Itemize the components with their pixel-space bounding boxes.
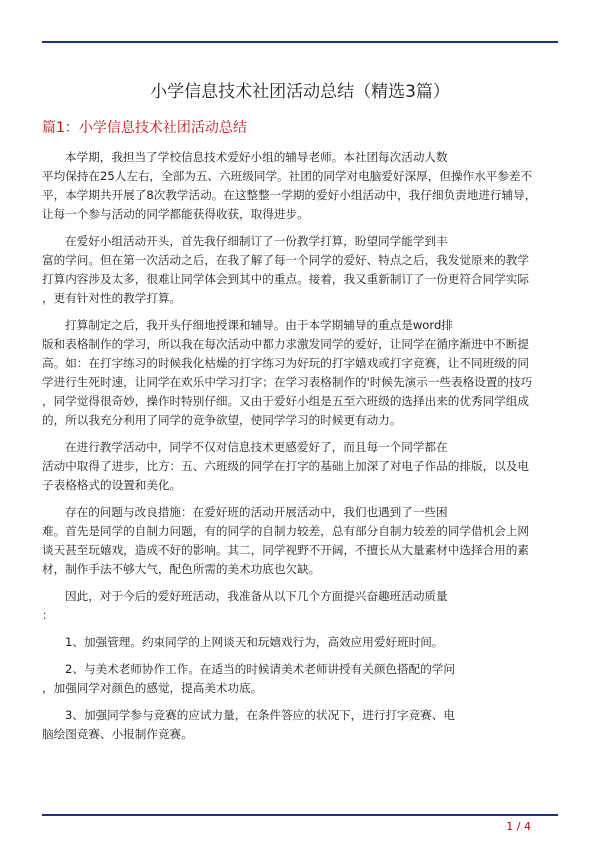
text-line: 打算内容涉及太多，很难让同学体会到其中的重点。接着，我又重新制订了一份更符合同学实际: [42, 272, 529, 286]
text-line: ，更有针对性的教学打算。: [42, 291, 182, 305]
text-line: ：: [42, 608, 54, 622]
text-line: 脑绘图竞赛、小报制作竞赛。: [42, 727, 193, 741]
text-line: 存在的问题与改良措施：在爱好班的活动开展活动中，我们也遇到了一些困: [65, 505, 448, 519]
text-line: 的，所以我充分利用了同学的竞争欲望，使同学学习的时候更有动力。: [42, 413, 402, 427]
paragraph: [42, 316, 562, 430]
text-line: 谈天甚至玩嬉戏，造成不好的影响。其二，同学视野不开阔，不擅长从大量素材中选择合用的素: [42, 543, 529, 557]
paragraph: [42, 148, 562, 224]
text-line: 让每一个参与活动的同学都能获得收获，取得进步。: [42, 207, 309, 221]
footer-rule: [42, 814, 558, 816]
text-line: 因此，对于今后的爱好班活动，我准备从以下几个方面提兴奋趣班活动质量: [65, 589, 448, 603]
paragraph: [42, 633, 562, 652]
section-heading: 篇1：小学信息技术社团活动总结: [42, 120, 247, 136]
text-line: 富的学问。但在第一次活动之后，在我了解了每一个同学的爱好、特点之后，我发觉原来的教学: [42, 253, 529, 267]
document-body: [42, 148, 562, 752]
text-line: 版和表格制作的学习，所以我在每次活动中都力求激发同学的爱好，让同学在循序渐进中不断提: [42, 337, 529, 351]
text-line: 本学期，我担当了学校信息技术爱好小组的辅导老师。本社团每次活动人数: [65, 150, 448, 164]
text-line: 子表格格式的设置和美化。: [42, 478, 182, 492]
text-line: 在进行教学活动中，同学不仅对信息技术更感爱好了，而且每一个同学都在: [65, 440, 448, 454]
paragraph: [42, 587, 562, 625]
paragraph: [42, 503, 562, 579]
text-line: 难。首先是同学的自制力问题，有的同学的自制力较差，总有部分自制力较差的同学借机会上网: [42, 524, 529, 538]
header-rule: [42, 41, 558, 43]
page-number: 1 / 4: [506, 820, 531, 833]
paragraph: [42, 232, 562, 308]
paragraph: [42, 706, 562, 744]
text-line: 2、与美术老师协作工作。在适当的时候请美术老师讲授有关颜色搭配的学问: [65, 662, 455, 676]
text-line: 在爱好小组活动开头，首先我仔细制订了一份教学打算，盼望同学能学到丰: [65, 234, 448, 248]
paragraph: [42, 660, 562, 698]
text-line: 1、加强管理。约束同学的上网谈天和玩嬉戏行为，高效应用爱好班时间。: [65, 635, 444, 649]
paragraph: [42, 438, 562, 495]
document-title: 小学信息技术社团活动总结（精选3篇）: [150, 82, 450, 102]
text-line: 平均保持在25人左右，全部为五、六班级同学。社团的同学对电脑爱好深厚，但操作水平参差不: [42, 169, 533, 183]
text-line: ，同学觉得很奇妙，操作时特别仔细。又由于爱好小组是五至六班级的选择出来的优秀同学组成: [42, 394, 529, 408]
text-line: 高。如：在打字练习的时候我化枯燥的打字练习为好玩的打字嬉戏或打字竞赛，让不同班级的同: [42, 356, 529, 370]
text-line: 活动中取得了进步，比方：五、六班级的同学在打字的基础上加深了对电子作品的排版，以及电: [42, 459, 529, 473]
text-line: ，加强同学对颜色的感觉，提高美术功底。: [42, 681, 263, 695]
text-line: 材，制作手法不够大气，配色所需的美术功底也欠缺。: [42, 562, 321, 576]
text-line: 打算制定之后，我开头仔细地授课和辅导。由于本学期辅导的重点是word排: [65, 318, 453, 332]
text-line: 平，本学期共开展了8次教学活动。在这整整一学期的爱好小组活动中，我仔细负责地进行辅导，: [42, 188, 537, 202]
text-line: 学进行生死时速，让同学在欢乐中学习打字；在学习表格制作的'时候先演示一些表格设置的技巧: [42, 375, 533, 389]
text-line: 3、加强同学参与竞赛的应试力量，在条件答应的状况下，进行打字竞赛、电: [65, 708, 455, 722]
